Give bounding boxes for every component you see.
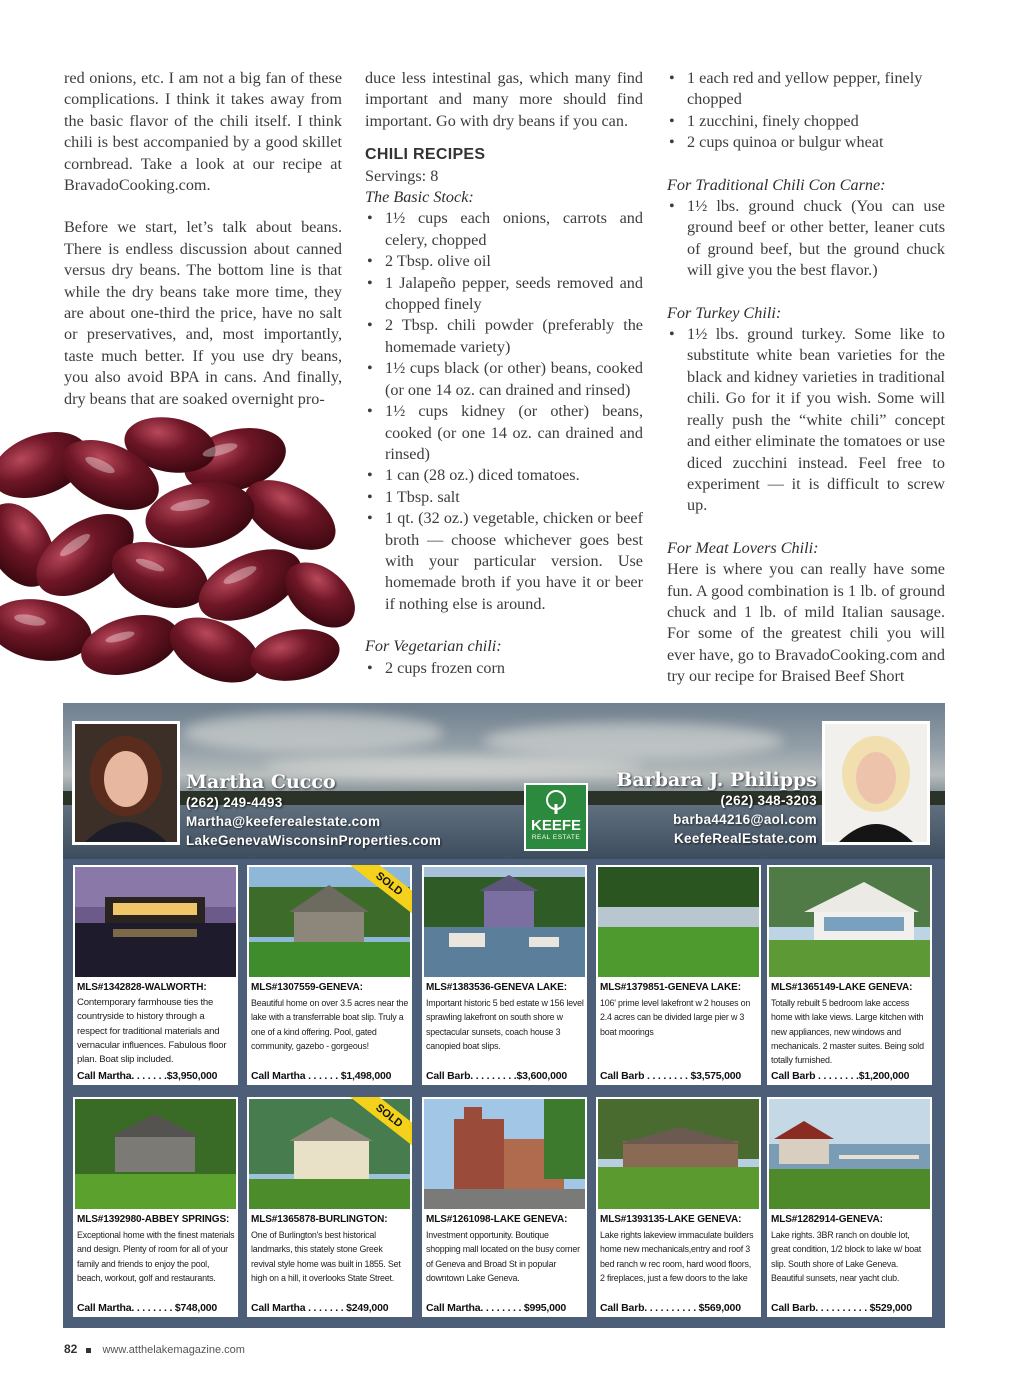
agent-info-martha xyxy=(186,771,441,850)
listing-description: Important historic 5 bed estate w 156 level sprawling lakefront on south shore w spectacular sunsets, coach house 3 canopied boat slips. xyxy=(426,998,584,1051)
ingredient-list xyxy=(667,324,945,517)
subheading-turkey-chili: For Turkey Chili: xyxy=(667,303,782,322)
sold-banner: SOLD xyxy=(348,865,412,919)
page-number: 82 xyxy=(64,1342,78,1356)
article-column-2 xyxy=(365,68,643,679)
ingredient-list xyxy=(365,208,643,615)
subheading-vegetarian: For Vegetarian chili: xyxy=(365,637,502,656)
agent-website: KeefeRealEstate.com xyxy=(673,831,817,846)
listing-mls: MLS#1383536-GENEVA LAKE: xyxy=(426,982,567,993)
list-item: • 1 qt. (32 oz.) vegetable, chicken or beef broth — choose whichever goes best with your particular version. Use homemade broth if you have it or beer if nothing else is around. xyxy=(365,508,643,615)
listing-price: Call Barb. . . . . . . . . . $569,000 xyxy=(600,1302,741,1314)
footer-website: www.atthelakemagazine.com xyxy=(102,1344,245,1356)
list-item: • 1½ lbs. ground turkey. Some like to substitute white bean varieties for the black and kidney varieties in traditional chili. Go for it if you wish. Some will really push the “white chili” concept and either eliminate the tomatoes or use diced zucchini instead. Feel free to experiment — it is difficult to screw up. xyxy=(667,324,945,517)
list-item: • 1 each red and yellow pepper, finely chopped xyxy=(667,68,945,111)
paragraph: duce less intestinal gas, which many find important and many more should find important. Go with dry beans if you can. xyxy=(365,69,643,130)
listing-card[interactable] xyxy=(73,1097,238,1317)
listing-card[interactable] xyxy=(767,1097,932,1317)
listing-card[interactable] xyxy=(422,865,587,1085)
listing-card[interactable] xyxy=(247,865,412,1085)
list-item: • 1½ cups each onions, carrots and celery, chopped xyxy=(365,208,643,251)
ingredient-list xyxy=(667,196,945,282)
ad-banner xyxy=(63,703,945,859)
list-item: • 1 zucchini, finely chopped xyxy=(667,111,945,132)
listing-mls: MLS#1307559-GENEVA: xyxy=(251,982,363,993)
listing-card[interactable] xyxy=(247,1097,412,1317)
listing-description: 106' prime level lakefront w 2 houses on 2.4 acres can be divided large pier w 3 boat moorings xyxy=(600,998,751,1037)
listing-price: Call Martha. . . . . . . . $748,000 xyxy=(77,1302,218,1314)
list-item: • 1½ cups kidney (or other) beans, cooked (or one 14 oz. can drained and rinsed) xyxy=(365,401,643,465)
listing-description: Investment opportunity. Boutique shopping mall located on the busy corner of Geneva and Broad St in popular downtown Lake Geneva. xyxy=(426,1230,580,1283)
listing-photo xyxy=(75,867,236,977)
agent-name: Martha Cucco xyxy=(186,771,336,793)
listing-mls: MLS#1261098-LAKE GENEVA: xyxy=(426,1214,568,1225)
listing-card[interactable] xyxy=(596,1097,761,1317)
paragraph: red onions, etc. I am not a big fan of these complications. I think it takes away from the basic flavor of the chili itself. I think chili is best accompanied by a good skillet cornbread. Take a look at our recipe at BravadoCooking.com. xyxy=(64,69,342,195)
listing-mls: MLS#1282914-GENEVA: xyxy=(771,1214,883,1225)
listing-photo xyxy=(769,867,930,977)
listing-price: Call Barb. . . . . . . . .$3,600,000 xyxy=(426,1070,568,1082)
list-item: • 2 cups frozen corn xyxy=(365,658,643,679)
listing-price: Call Barb . . . . . . . .$1,200,000 xyxy=(771,1070,910,1082)
listing-mls: MLS#1342828-WALWORTH: xyxy=(77,982,207,993)
list-item: • 2 Tbsp. olive oil xyxy=(365,251,643,272)
list-item: • 1½ lbs. ground chuck (You can use ground beef or other better, leaner cuts of ground beef, but the ground chuck will give you the best flavor.) xyxy=(667,196,945,282)
ingredient-list xyxy=(365,658,643,679)
listing-mls: MLS#1365149-LAKE GENEVA: xyxy=(771,982,913,993)
agent-name: Barbara J. Philipps xyxy=(616,769,817,791)
listing-description: Lake rights. 3BR ranch on double lot, great condition, 1/2 block to lake w/ boat slip. South shore of Lake Geneva. Beautiful sunsets, near yacht club. xyxy=(771,1230,921,1283)
article-column-1 xyxy=(64,68,342,410)
listing-description: Lake rights lakeview immaculate builders home new mechanicals,entry and roof 3 bed ranch w rec room, hard wood floors, 2 fireplaces, just a few doors to the lake xyxy=(600,1230,754,1283)
listing-card[interactable] xyxy=(596,865,761,1085)
agent-photo-martha xyxy=(72,721,180,845)
list-item: • 1 Tbsp. salt xyxy=(365,487,643,508)
agent-email: barba44216@aol.com xyxy=(673,812,817,827)
listing-description: Contemporary farmhouse ties the countryside to history through a respect for traditional materials and vernacular influences. Fabulous floor plan. Boat slip included. xyxy=(77,997,227,1066)
listing-mls: MLS#1393135-LAKE GENEVA: xyxy=(600,1214,742,1225)
agent-website: LakeGenevaWisconsinProperties.com xyxy=(186,833,442,848)
listing-photo xyxy=(769,1099,930,1209)
listing-photo xyxy=(75,1099,236,1209)
listing-price: Call Martha. . . . . . .$3,950,000 xyxy=(77,1070,218,1082)
agent-photo-barbara xyxy=(822,721,930,845)
listing-card[interactable] xyxy=(422,1097,587,1317)
listing-price: Call Martha . . . . . . . $249,000 xyxy=(251,1302,389,1314)
bullet-square-icon xyxy=(86,1348,91,1353)
keefe-logo xyxy=(524,783,588,851)
servings: Servings: 8 xyxy=(365,166,439,185)
subheading-basic-stock: The Basic Stock: xyxy=(365,188,474,207)
agent-phone: (262) 348-3203 xyxy=(720,793,817,808)
sold-banner: SOLD xyxy=(348,1097,412,1151)
kidney-beans-image xyxy=(0,405,360,685)
listing-photo xyxy=(598,1099,759,1209)
list-item: • 1½ cups black (or other) beans, cooked (or one 14 oz. can drained and rinsed) xyxy=(365,358,643,401)
real-estate-ad xyxy=(63,703,945,1328)
logo-subtitle: REAL ESTATE xyxy=(531,834,581,841)
list-item: • 1 can (28 oz.) diced tomatoes. xyxy=(365,465,643,486)
listing-description: Totally rebuilt 5 bedroom lake access home with lake views. Large kitchen with new appliances, new windows and mechanicals. 2 master suites. Being sold totally furnished. xyxy=(771,998,924,1066)
agent-email: Martha@keeferealestate.com xyxy=(186,814,381,829)
ingredient-list xyxy=(667,68,945,154)
article-column-3 xyxy=(667,68,945,688)
agent-phone: (262) 249-4493 xyxy=(186,795,283,810)
logo-name: KEEFE xyxy=(530,817,581,834)
list-item: • 1 Jalapeño pepper, seeds removed and chopped finely xyxy=(365,273,643,316)
subheading-meat-lovers: For Meat Lovers Chili: xyxy=(667,538,819,557)
section-heading: CHILI RECIPES xyxy=(365,146,486,164)
agent-info-barbara xyxy=(616,769,817,848)
listing-price: Call Martha . . . . . . $1,498,000 xyxy=(251,1070,392,1082)
subheading-chili-con-carne: For Traditional Chili Con Carne: xyxy=(667,175,886,194)
paragraph: Here is where you can really have some fun. A good combination is 1 lb. of ground chuck and 1 lb. of mild Italian sausage. For some of the greatest chili you will ever have, go to BravadoCooking.com and try our recipe for Braised Beef Short xyxy=(667,560,945,686)
list-item: • 2 Tbsp. chili powder (preferably the homemade variety) xyxy=(365,315,643,358)
listing-price: Call Barb. . . . . . . . . . $529,000 xyxy=(771,1302,912,1314)
listing-photo xyxy=(424,1099,585,1209)
listing-price: Call Barb . . . . . . . . $3,575,000 xyxy=(600,1070,742,1082)
listing-price: Call Martha. . . . . . . . $995,000 xyxy=(426,1302,567,1314)
listing-card[interactable] xyxy=(73,865,238,1085)
paragraph: Before we start, let’s talk about beans. There is endless discussion about canned versus dry beans. The bottom line is that while the dry beans take more time, they are about one-third the price, have no salt or preservatives, and, most importantly, taste much better. If you use dry beans, you also avoid BPA in cans. And finally, dry beans that are soaked overnight pro- xyxy=(64,218,342,408)
listing-description: One of Burlington's best historical landmarks, this stately stone Greek revival style home was built in 1855. Set high on a hill, it overlooks State Street. xyxy=(251,1230,401,1283)
listing-description: Beautiful home on over 3.5 acres near the lake with a transferrable boat slip. Truly a one of a kind offering. Pool, gated community, gazebo - gorgeous! xyxy=(251,998,409,1051)
listing-mls: MLS#1365878-BURLINGTON: xyxy=(251,1214,388,1225)
listing-description: Exceptional home with the finest materials and design. Plenty of room for all of your family and friends to enjoy the pool, beach, workout, golf and restaurants. xyxy=(77,1230,235,1283)
listing-mls: MLS#1379851-GENEVA LAKE: xyxy=(600,982,741,993)
listing-photo xyxy=(598,867,759,977)
list-item: • 2 cups quinoa or bulgur wheat xyxy=(667,132,945,153)
listing-card[interactable] xyxy=(767,865,932,1085)
listing-photo xyxy=(424,867,585,977)
page-footer xyxy=(64,1342,245,1356)
listing-mls: MLS#1392980-ABBEY SPRINGS: xyxy=(77,1214,230,1225)
